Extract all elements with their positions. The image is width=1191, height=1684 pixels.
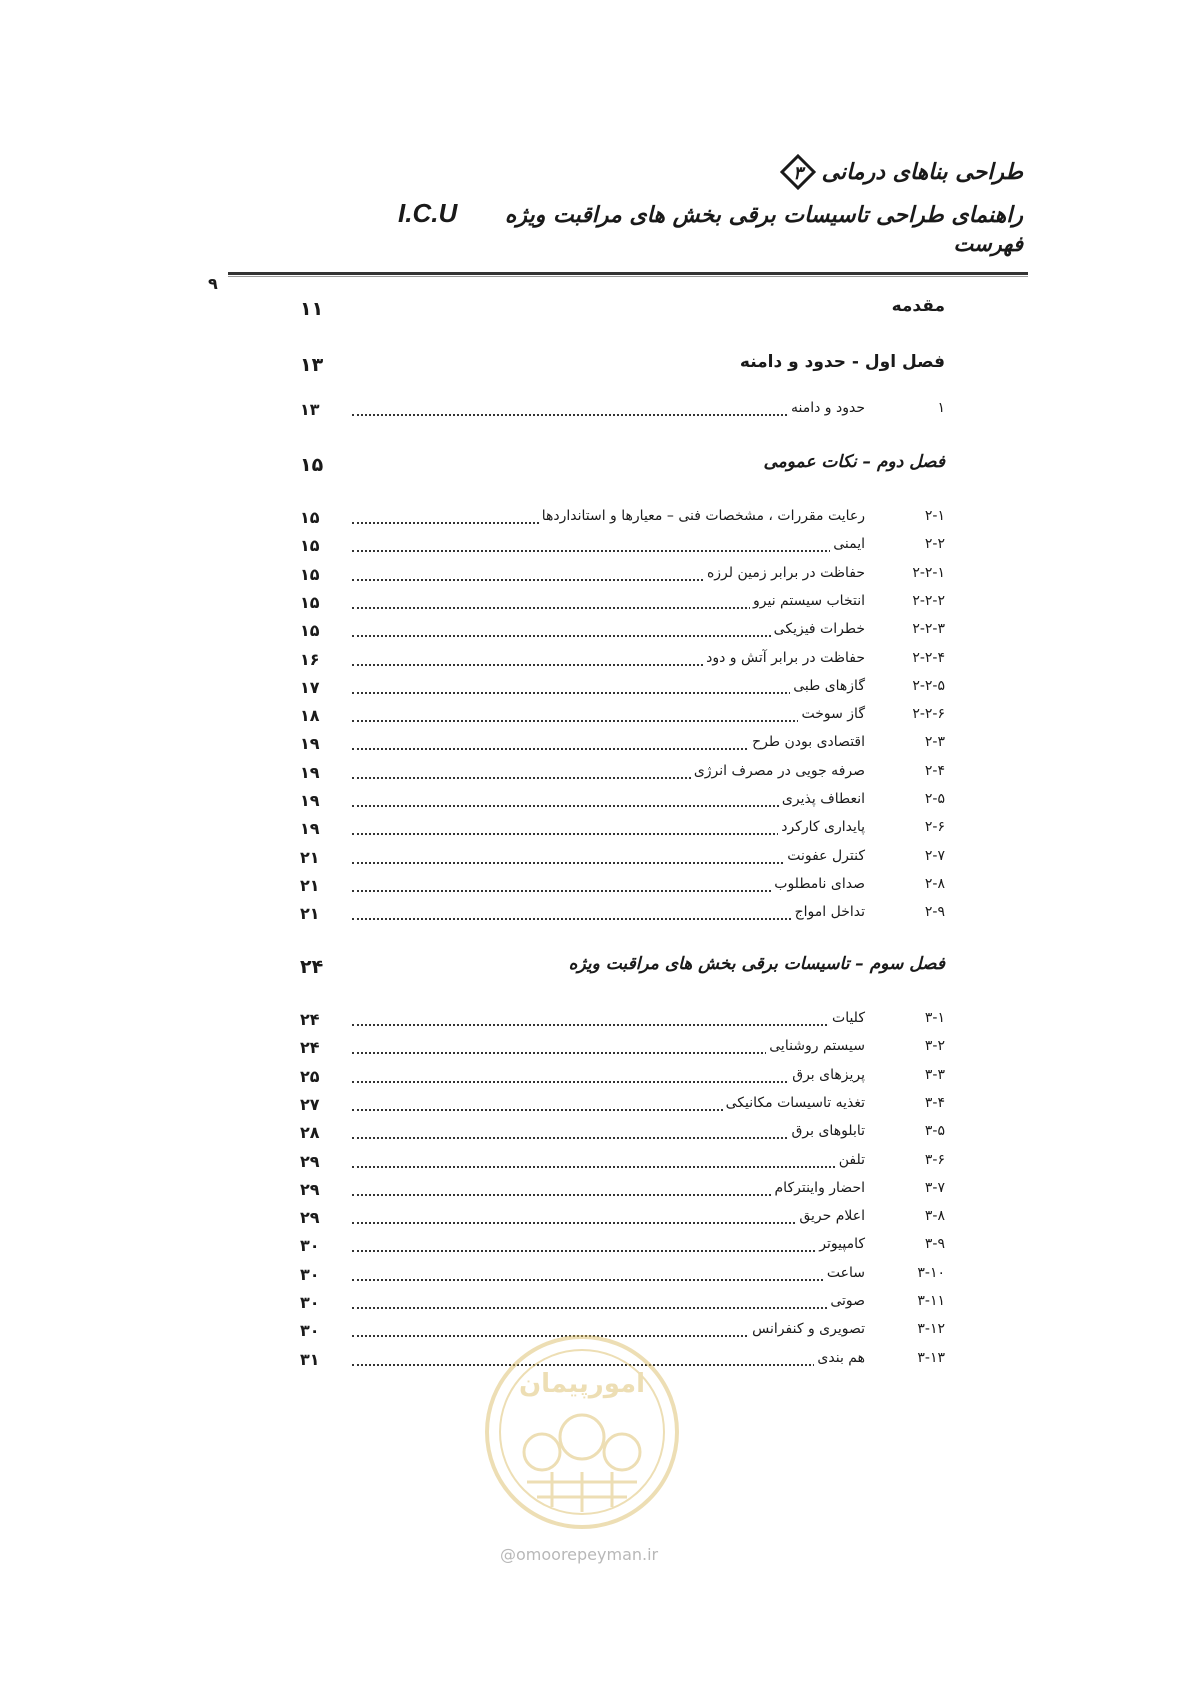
- toc-entry-page: ۲۹: [300, 1179, 320, 1199]
- toc-entry-title: صرفه جویی در مصرف انرژی: [691, 763, 865, 779]
- toc-entry-number: ۲-۳: [924, 734, 945, 751]
- series-title-text: طراحی بناهای درمانی: [821, 159, 1023, 185]
- toc-entry-title: اعلام حریق: [796, 1208, 865, 1224]
- toc-leader-dots: [352, 1081, 855, 1083]
- toc-entry: [300, 763, 945, 787]
- toc-entry-page: ۲۵: [300, 1066, 320, 1086]
- toc-leader-dots: [352, 918, 855, 920]
- toc-entry-page: ۲۴: [300, 1038, 320, 1058]
- toc-entry-number: ۲-۱: [924, 508, 945, 524]
- series-number: ۳: [792, 163, 803, 184]
- toc-entry-number: ۳-۸: [924, 1208, 945, 1225]
- toc-entry: [300, 1038, 945, 1062]
- toc-entry-title: گازهای طبی: [790, 678, 865, 694]
- toc-entry: [300, 1293, 945, 1317]
- toc-entry-page: ۲۴: [300, 1010, 320, 1029]
- toc-entry-number: ۲-۲: [924, 536, 945, 553]
- toc-entry-title: حفاظت در برابر زمین لرزه: [704, 565, 865, 581]
- toc-leader-dots: [352, 1166, 855, 1168]
- toc-entry-page: ۳۱: [300, 1349, 320, 1369]
- toc-entry-number: ۳-۳: [924, 1066, 945, 1083]
- header-rule-thin: [228, 276, 1028, 277]
- toc-entry-page: ۱۹: [300, 762, 320, 782]
- toc-entry-title: کامپیوتر: [816, 1236, 865, 1252]
- toc-entry-number: ۲-۷: [924, 847, 945, 864]
- toc-entry-page: ۲۷: [300, 1094, 320, 1114]
- toc-entry-page: ۳۰: [300, 1236, 320, 1256]
- toc-entry-number: ۲-۹: [924, 904, 945, 921]
- toc-chapter: [300, 954, 945, 984]
- toc-entry: [300, 1095, 945, 1119]
- subtitle-text: راهنمای طراحی تاسیسات برقی بخش های مراقبت ویژه: [504, 203, 1023, 228]
- toc-leader-dots: [352, 1250, 855, 1252]
- toc-entry-title: انعطاف پذیری: [779, 791, 865, 807]
- toc-leader-dots: [352, 1279, 855, 1281]
- toc-entry-number: ۲-۲-۴: [912, 649, 945, 666]
- toc-entry-number: ۳-۱: [924, 1010, 945, 1026]
- toc-entry-number: ۲-۶: [924, 819, 945, 836]
- toc-leader-dots: [352, 720, 855, 722]
- toc-entry: [300, 536, 945, 560]
- toc-entry: [300, 400, 945, 424]
- toc-entry-number: ۳-۱۰: [917, 1264, 945, 1281]
- toc-entry-page: ۱۹: [300, 734, 320, 754]
- toc-entry-page: ۱۸: [300, 706, 320, 726]
- toc-entry-title: تصویری و کنفرانس: [749, 1321, 865, 1337]
- series-title: [780, 154, 1023, 190]
- toc-chapter-title: فصل دوم – نکات عمومی: [763, 452, 945, 472]
- toc-entry-page: ۱۵: [300, 621, 320, 641]
- toc-entry: [300, 734, 945, 758]
- toc-leader-dots: [352, 1307, 855, 1309]
- toc-entry-number: ۳-۱۲: [917, 1321, 945, 1338]
- toc-entry-title: حدود و دامنه: [788, 400, 865, 416]
- toc-entry-title: پریزهای برق: [789, 1067, 865, 1083]
- toc-entry-title: صدای نامطلوب: [771, 876, 865, 892]
- toc-entry-page: ۲۱: [300, 904, 320, 924]
- toc-entry-page: ۱۷: [300, 677, 320, 697]
- toc-entry: [300, 593, 945, 617]
- toc-chapter-page: ۱۱: [300, 298, 324, 320]
- toc-entry-number: ۲-۲-۵: [912, 677, 945, 694]
- toc-entry-title: سیستم روشنایی: [766, 1038, 865, 1054]
- toc-chapter-page: ۱۵: [300, 454, 324, 476]
- header-rule: [228, 272, 1028, 275]
- toc-leader-dots: [352, 550, 855, 552]
- toc-entry-title: تغذیه تاسیسات مکانیکی: [723, 1095, 865, 1111]
- toc-entry-number: ۲-۲-۱: [912, 564, 945, 581]
- toc-entry-title: تداخل امواج: [792, 904, 865, 920]
- watermark-logo-text: امورپیمان: [518, 1369, 646, 1399]
- toc-heading: فهرست: [953, 232, 1023, 256]
- toc-entry-title: انتخاب سیستم نیرو: [750, 593, 865, 609]
- toc-entry-number: ۲-۸: [924, 875, 945, 892]
- toc-entry-number: ۳-۷: [924, 1179, 945, 1196]
- toc-chapter: [300, 452, 945, 482]
- toc-chapter-title: فصل سوم – تاسیسات برقی بخش های مراقبت ویژه: [568, 954, 945, 974]
- subtitle-code: I.C.U: [398, 198, 458, 228]
- document-subtitle: [398, 198, 1023, 229]
- toc-entry-number: ۲-۲-۶: [912, 706, 945, 723]
- toc-entry-title: صوتی: [827, 1293, 865, 1309]
- toc-entry-number: ۲-۲-۲: [912, 592, 945, 609]
- toc-entry-page: ۱۹: [300, 791, 320, 810]
- toc-entry-number: ۳-۴: [924, 1094, 945, 1111]
- toc-entry: [300, 706, 945, 730]
- toc-entry-page: ۱۹: [300, 819, 320, 839]
- toc-entry: [300, 848, 945, 872]
- series-number-badge: [780, 154, 816, 190]
- toc-entry-page: ۳۰: [300, 1321, 320, 1341]
- toc-entry-number: ۳-۲: [924, 1038, 945, 1055]
- toc-entry-page: ۱۵: [300, 536, 320, 556]
- toc-entry: [300, 1180, 945, 1204]
- watermark-site: @omoorepeyman.ir: [500, 1545, 659, 1564]
- toc-entry-page: ۲۱: [300, 847, 320, 867]
- toc-entry-title: گاز سوخت: [798, 706, 865, 722]
- toc-entry: [300, 1067, 945, 1091]
- toc-entry: [300, 904, 945, 928]
- toc-chapter: [300, 352, 945, 382]
- toc-entry-number: ۳-۹: [924, 1236, 945, 1253]
- toc-entry: [300, 1010, 945, 1034]
- toc-entry-title: کنترل عفونت: [784, 848, 865, 864]
- toc-leader-dots: [352, 862, 855, 864]
- toc-entry: [300, 876, 945, 900]
- toc-entry-title: احضار واینترکام: [772, 1180, 865, 1196]
- toc-entry-page: ۳۰: [300, 1264, 320, 1284]
- toc-entry-number: ۳-۵: [924, 1123, 945, 1140]
- toc-entry-page: ۳۰: [300, 1293, 320, 1312]
- toc-leader-dots: [352, 1222, 855, 1224]
- toc-entry: [300, 1208, 945, 1232]
- toc-entry: [300, 650, 945, 674]
- toc-entry-title: هم بندی: [814, 1350, 865, 1366]
- toc-chapter-page: ۱۳: [300, 354, 324, 376]
- toc-entry: [300, 508, 945, 532]
- toc-chapter: [300, 296, 945, 326]
- toc-entry-page: ۲۹: [300, 1151, 320, 1171]
- toc-chapter-page: ۲۴: [300, 956, 324, 978]
- toc-entry-title: تلفن: [836, 1152, 865, 1168]
- toc-entry-page: ۱۶: [300, 649, 320, 669]
- toc-leader-dots: [352, 692, 855, 694]
- toc-entry: [300, 1236, 945, 1260]
- toc-chapter-title: فصل اول - حدود و دامنه: [739, 352, 945, 372]
- toc-entry-title: اقتصادی بودن طرح: [749, 734, 865, 750]
- toc-entry-number: ۲-۲-۳: [912, 621, 945, 638]
- toc-entry-number: ۳-۱۱: [917, 1293, 945, 1309]
- toc-entry: [300, 621, 945, 645]
- toc-entry-page: ۱۵: [300, 592, 320, 612]
- toc-leader-dots: [352, 1024, 855, 1026]
- toc-entry-title: ایمنی: [830, 536, 865, 552]
- toc-entry-page: ۲۱: [300, 875, 320, 895]
- toc-entry-number: ۳-۶: [924, 1151, 945, 1168]
- toc-leader-dots: [352, 1137, 855, 1139]
- toc-entry-title: رعایت مقررات ، مشخصات فنی – معیارها و استانداردها: [539, 508, 865, 524]
- toc-entry-title: کلیات: [829, 1010, 865, 1026]
- toc-entry-number: ۲-۴: [924, 762, 945, 779]
- toc-entry-number: ۱: [937, 400, 945, 416]
- toc-entry-page: ۱۳: [300, 400, 320, 419]
- toc-entry-number: ۳-۱۳: [917, 1349, 945, 1366]
- toc-entry: [300, 1152, 945, 1176]
- toc-entry-page: ۱۵: [300, 508, 320, 527]
- toc-entry-number: ۲-۵: [924, 791, 945, 807]
- watermark-logo: [482, 1332, 682, 1532]
- toc-entry-title: حفاظت در برابر آتش و دود: [703, 650, 865, 666]
- toc-entry: [300, 791, 945, 815]
- toc-entry-title: پایداری کارکرد: [778, 819, 865, 835]
- toc-entry-title: خطرات فیزیکی: [771, 621, 865, 637]
- toc-entry: [300, 678, 945, 702]
- toc-entry: [300, 1265, 945, 1289]
- toc-entry-page: ۱۵: [300, 564, 320, 584]
- toc-entry-page: ۲۹: [300, 1208, 320, 1228]
- toc-entry: [300, 819, 945, 843]
- toc-entry: [300, 1123, 945, 1147]
- toc-leader-dots: [352, 414, 855, 416]
- toc-entry: [300, 565, 945, 589]
- toc-entry-page: ۲۸: [300, 1123, 320, 1143]
- toc-chapter-title: مقدمه: [891, 296, 945, 316]
- toc-entry-title: ساعت: [824, 1265, 865, 1281]
- toc-entry-title: تابلوهای برق: [789, 1123, 865, 1139]
- page-number: ۹: [208, 274, 218, 293]
